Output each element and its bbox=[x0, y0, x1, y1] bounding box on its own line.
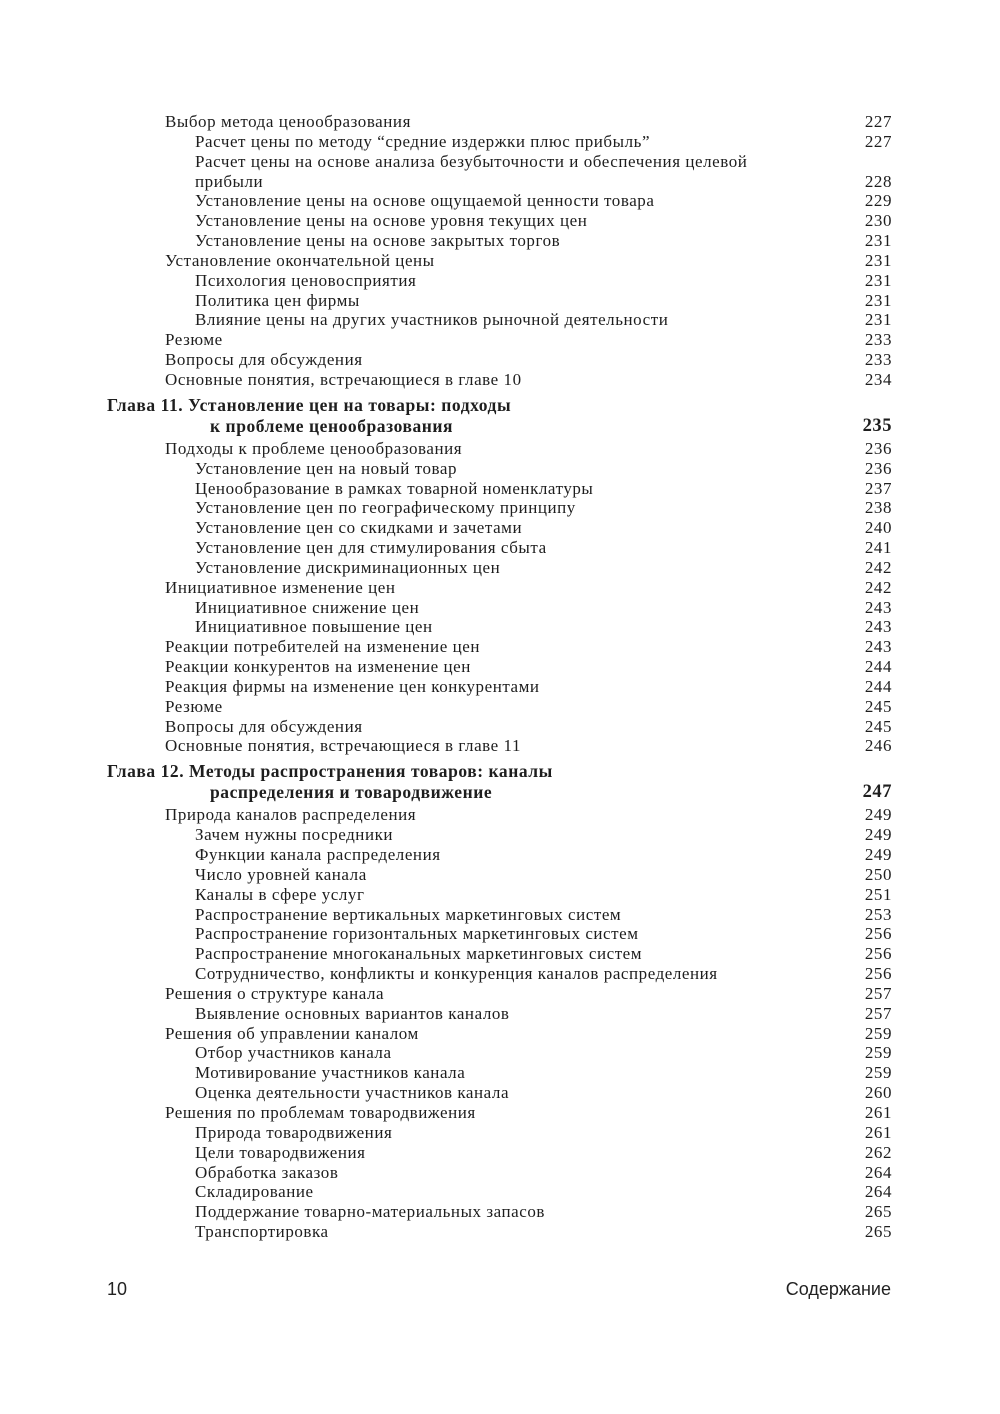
toc-subentry bbox=[107, 1043, 892, 1063]
entry-title: Складирование bbox=[195, 1182, 314, 1202]
entry-page-number: 236 bbox=[864, 438, 892, 458]
entry-page-number: 245 bbox=[864, 716, 892, 736]
entry-title: прибыли bbox=[195, 171, 264, 191]
toc-subentry bbox=[107, 1004, 892, 1024]
entry-title: Мотивирование участников канала bbox=[195, 1063, 466, 1083]
entry-page-number: 250 bbox=[864, 864, 892, 884]
entry-title: Функции канала распределения bbox=[195, 845, 441, 864]
toc-subentry bbox=[107, 558, 892, 578]
entry-title: Природа каналов распределения bbox=[165, 805, 417, 825]
entry-page-number: 261 bbox=[864, 1122, 892, 1142]
toc-subentry bbox=[107, 924, 892, 944]
toc-subentry bbox=[107, 598, 892, 618]
entry-title: Политика цен фирмы bbox=[195, 290, 360, 310]
toc-entry bbox=[107, 805, 892, 825]
toc-subentry bbox=[107, 1163, 892, 1183]
toc-subentry bbox=[107, 479, 892, 499]
entry-page-number: 253 bbox=[864, 904, 892, 924]
toc-subentry bbox=[107, 1063, 892, 1083]
entry-title: Установление цен по географическому принципу bbox=[195, 498, 576, 518]
entry-title: Установление цен со скидками и зачетами bbox=[195, 518, 523, 538]
entry-title: Психология ценовосприятия bbox=[195, 270, 417, 290]
toc-subentry bbox=[107, 1202, 892, 1222]
entry-title: Расчет цены по методу “средние издержки плюс прибыль” bbox=[195, 131, 651, 151]
entry-page-number: 241 bbox=[864, 538, 892, 558]
toc-subentry bbox=[107, 310, 892, 330]
toc-subentry bbox=[107, 538, 892, 558]
entry-page-number: 234 bbox=[864, 369, 892, 389]
toc-subentry bbox=[107, 885, 892, 905]
entry-title: Поддержание товарно-материальных запасов bbox=[195, 1202, 545, 1222]
entry-title: Решения о структуре канала bbox=[165, 983, 385, 1003]
entry-title: Зачем нужны посредники bbox=[195, 825, 394, 845]
entry-page-number: 265 bbox=[864, 1222, 892, 1242]
entry-page-number: 251 bbox=[864, 884, 892, 904]
entry-title: Установление цены на основе ощущаемой ценности товара bbox=[195, 191, 655, 211]
entry-title: Цели товародвижения bbox=[195, 1142, 366, 1162]
entry-title: Оценка деятельности участников канала bbox=[195, 1083, 510, 1103]
entry-title: Обработка заказов bbox=[195, 1162, 339, 1182]
chapter-heading-continuation bbox=[107, 416, 892, 437]
entry-page-number: 256 bbox=[864, 924, 892, 944]
entry-title: Подходы к проблеме ценообразования bbox=[165, 438, 463, 458]
entry-page-number: 264 bbox=[864, 1182, 892, 1202]
entry-page-number: 249 bbox=[864, 825, 892, 845]
entry-title: Выбор метода ценообразования bbox=[165, 112, 411, 131]
entry-title: Глава 12. Методы распространения товаров: каналы bbox=[107, 761, 553, 782]
entry-page-number: 257 bbox=[864, 1003, 892, 1023]
toc-subentry bbox=[107, 1123, 892, 1143]
entry-title: Вопросы для обсуждения bbox=[165, 350, 363, 370]
table-of-contents bbox=[107, 112, 892, 1242]
toc-subentry bbox=[107, 1083, 892, 1103]
toc-entry bbox=[107, 657, 892, 677]
entry-page-number: 231 bbox=[864, 310, 892, 330]
entry-page-number: 243 bbox=[864, 637, 892, 657]
entry-page-number: 228 bbox=[864, 171, 892, 191]
entry-page-number: 249 bbox=[864, 805, 892, 825]
entry-page-number: 242 bbox=[864, 557, 892, 577]
entry-page-number: 237 bbox=[864, 478, 892, 498]
running-footer-title: Содержание bbox=[785, 1279, 891, 1299]
entry-page-number: 244 bbox=[864, 676, 892, 696]
entry-page-number: 235 bbox=[862, 415, 892, 436]
toc-subentry bbox=[107, 132, 892, 152]
entry-page-number: 261 bbox=[864, 1102, 892, 1122]
entry-title: Резюме bbox=[165, 330, 223, 350]
entry-page-number: 257 bbox=[864, 983, 892, 1003]
toc-entry bbox=[107, 736, 892, 756]
entry-page-number: 249 bbox=[864, 845, 892, 864]
entry-title: Транспортировка bbox=[195, 1222, 329, 1242]
entry-title: Число уровней канала bbox=[195, 864, 367, 884]
toc-subentry bbox=[107, 944, 892, 964]
entry-title: Инициативное изменение цен bbox=[165, 577, 396, 597]
entry-title: Инициативное повышение цен bbox=[195, 617, 433, 637]
entry-page-number: 231 bbox=[864, 270, 892, 290]
entry-title: Глава 11. Установление цен на товары: подходы bbox=[107, 394, 512, 415]
entry-title: Установление цен для стимулирования сбыта bbox=[195, 538, 547, 558]
toc-subentry bbox=[107, 865, 892, 885]
toc-subentry bbox=[107, 231, 892, 251]
chapter-heading bbox=[107, 761, 892, 782]
toc-entry bbox=[107, 1103, 892, 1123]
entry-title: Распространение многоканальных маркетинговых систем bbox=[195, 944, 643, 964]
toc-entry bbox=[107, 677, 892, 697]
entry-title: Расчет цены на основе анализа безубыточности и обеспечения целевой bbox=[195, 151, 748, 171]
toc-subentry bbox=[107, 1222, 892, 1242]
entry-page-number: 227 bbox=[864, 131, 892, 151]
entry-page-number: 233 bbox=[864, 330, 892, 350]
toc-entry bbox=[107, 697, 892, 717]
entry-title: Влияние цены на других участников рыночной деятельности bbox=[195, 310, 669, 330]
toc-subentry bbox=[107, 905, 892, 925]
toc-subentry bbox=[107, 825, 892, 845]
entry-page-number: 231 bbox=[864, 250, 892, 270]
entry-page-number: 265 bbox=[864, 1202, 892, 1222]
toc-entry bbox=[107, 370, 892, 390]
entry-title: Решения по проблемам товародвижения bbox=[165, 1102, 476, 1122]
entry-page-number: 259 bbox=[864, 1023, 892, 1043]
entry-page-number: 256 bbox=[864, 964, 892, 984]
toc-entry bbox=[107, 350, 892, 370]
entry-title: Установление цены на основе закрытых торгов bbox=[195, 231, 561, 251]
entry-title: Установление окончательной цены bbox=[165, 250, 435, 270]
toc-entry bbox=[107, 112, 892, 132]
entry-title: Распространение вертикальных маркетинговых систем bbox=[195, 904, 622, 924]
toc-entry bbox=[107, 1024, 892, 1044]
entry-page-number: 259 bbox=[864, 1043, 892, 1063]
entry-page-number: 227 bbox=[864, 112, 892, 131]
toc-entry bbox=[107, 251, 892, 271]
entry-title: Каналы в сфере услуг bbox=[195, 884, 365, 904]
entry-title: Реакции потребителей на изменение цен bbox=[165, 637, 480, 657]
entry-page-number: 260 bbox=[864, 1083, 892, 1103]
entry-page-number: 229 bbox=[864, 191, 892, 211]
entry-page-number: 242 bbox=[864, 577, 892, 597]
entry-title: Реакция фирмы на изменение цен конкурентами bbox=[165, 676, 540, 696]
entry-title: Распространение горизонтальных маркетинговых систем bbox=[195, 924, 639, 944]
entry-page-number: 240 bbox=[864, 518, 892, 538]
toc-subentry bbox=[107, 271, 892, 291]
entry-page-number: 264 bbox=[864, 1162, 892, 1182]
toc-entry bbox=[107, 637, 892, 657]
toc-subentry bbox=[107, 518, 892, 538]
entry-page-number: 243 bbox=[864, 597, 892, 617]
entry-page-number: 247 bbox=[862, 782, 892, 803]
entry-title: Природа товародвижения bbox=[195, 1122, 393, 1142]
toc-entry-continuation bbox=[107, 172, 892, 192]
entry-page-number: 245 bbox=[864, 696, 892, 716]
toc-entry bbox=[107, 330, 892, 350]
entry-title: Выявление основных вариантов каналов bbox=[195, 1003, 510, 1023]
entry-title: Реакции конкурентов на изменение цен bbox=[165, 657, 471, 677]
entry-title: Сотрудничество, конфликты и конкуренция каналов распределения bbox=[195, 964, 718, 984]
toc-subentry bbox=[107, 845, 892, 865]
chapter-heading-continuation bbox=[107, 782, 892, 803]
toc-subentry bbox=[107, 1143, 892, 1163]
entry-title: Отбор участников канала bbox=[195, 1043, 392, 1063]
entry-page-number: 262 bbox=[864, 1142, 892, 1162]
entry-page-number: 244 bbox=[864, 657, 892, 677]
toc-subentry bbox=[107, 191, 892, 211]
toc-subentry bbox=[107, 152, 892, 172]
entry-page-number: 256 bbox=[864, 944, 892, 964]
entry-title: Резюме bbox=[165, 696, 223, 716]
chapter-heading bbox=[107, 395, 892, 416]
entry-title: Инициативное снижение цен bbox=[195, 597, 420, 617]
entry-title: Основные понятия, встречающиеся в главе 11 bbox=[165, 736, 522, 756]
entry-page-number: 243 bbox=[864, 617, 892, 637]
toc-entry bbox=[107, 717, 892, 737]
toc-subentry bbox=[107, 291, 892, 311]
entry-title: распределения и товародвижение bbox=[210, 782, 493, 803]
entry-page-number: 230 bbox=[864, 211, 892, 231]
entry-title: Решения об управлении каналом bbox=[165, 1023, 419, 1043]
toc-entry bbox=[107, 578, 892, 598]
entry-title: Вопросы для обсуждения bbox=[165, 716, 363, 736]
toc-subentry bbox=[107, 459, 892, 479]
entry-title: Ценообразование в рамках товарной номенклатуры bbox=[195, 478, 594, 498]
entry-page-number: 259 bbox=[864, 1063, 892, 1083]
entry-page-number: 238 bbox=[864, 498, 892, 518]
entry-page-number: 236 bbox=[864, 458, 892, 478]
entry-title: Установление цены на основе уровня текущих цен bbox=[195, 211, 588, 231]
toc-entry bbox=[107, 984, 892, 1004]
entry-page-number: 246 bbox=[864, 736, 892, 756]
entry-page-number: 231 bbox=[864, 290, 892, 310]
entry-title: к проблеме ценообразования bbox=[210, 415, 454, 436]
toc-subentry bbox=[107, 1182, 892, 1202]
page-number: 10 bbox=[107, 1279, 128, 1299]
entry-title: Установление цен на новый товар bbox=[195, 458, 458, 478]
toc-subentry bbox=[107, 498, 892, 518]
toc-subentry bbox=[107, 964, 892, 984]
entry-title: Основные понятия, встречающиеся в главе 10 bbox=[165, 369, 522, 389]
entry-title: Установление дискриминационных цен bbox=[195, 557, 501, 577]
entry-page-number: 231 bbox=[864, 231, 892, 251]
toc-subentry bbox=[107, 211, 892, 231]
toc-subentry bbox=[107, 617, 892, 637]
toc-entry bbox=[107, 439, 892, 459]
entry-page-number: 233 bbox=[864, 350, 892, 370]
